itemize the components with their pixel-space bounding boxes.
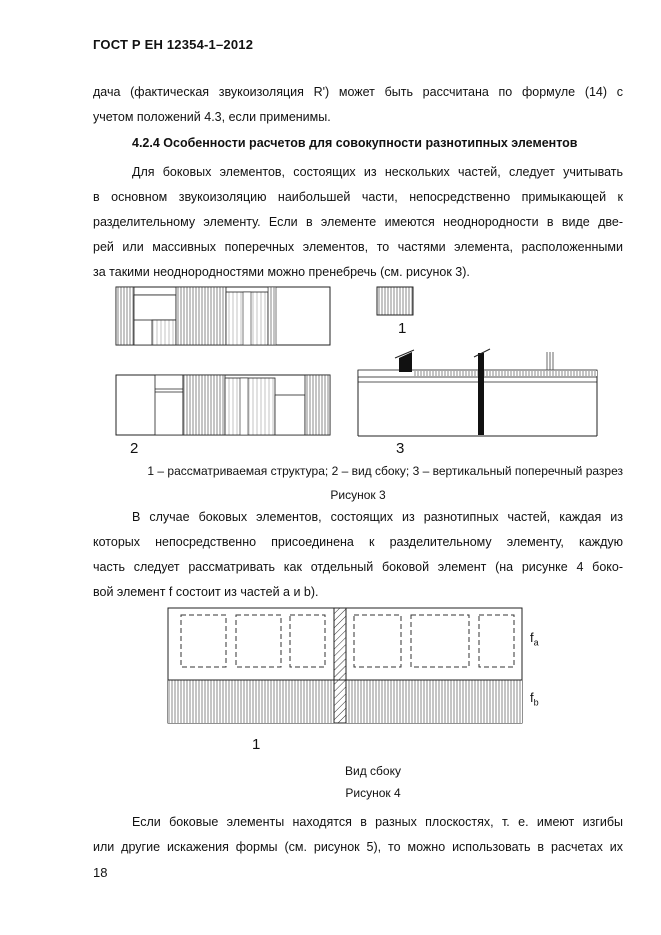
document-header: ГОСТ Р ЕН 12354-1–2012 <box>93 37 254 52</box>
fig4-label-fb-sub: b <box>533 697 539 708</box>
fig3-legend: 1 – рассматриваемая структура; 2 – вид сбоку; 3 – вертикальный поперечный разрез <box>147 464 623 478</box>
fig3-label-3: 3 <box>396 440 405 457</box>
text-line: Для боковых элементов, состоящих из нескольких частей, следует учитывать <box>132 165 623 179</box>
figure-4-drawing <box>168 608 522 723</box>
fig4-caption: Рисунок 4 <box>345 786 401 800</box>
fig3-caption: Рисунок 3 <box>330 488 386 502</box>
fig4-label-fb-main: f <box>530 690 534 705</box>
text-line: учетом положений 4.3, если применимы. <box>93 110 331 124</box>
text-line: Если боковые элементы находятся в разных плоскостях, т. е. имеют изгибы <box>132 815 623 829</box>
text-line: разделительному элементу. Если в элементе имеются неоднородности в виде две- <box>93 215 623 229</box>
paragraph-different-parts <box>93 505 623 605</box>
text-line: В случае боковых элементов, состоящих из разнотипных частей, каждая из <box>132 510 623 524</box>
text-line: рей или массивных поперечных элементов, то частями элемента, расположенными <box>93 240 623 254</box>
text-line: или другие искажения формы (см. рисунок 5), то можно использовать в расчетах их <box>93 840 623 854</box>
text-line: которых непосредственно присоединена к разделительному элементу, каждую <box>93 535 623 549</box>
text-line: за такими неоднородностями можно пренебречь (см. рисунок 3). <box>93 265 470 279</box>
fig4-label-fa-sub: a <box>533 637 539 648</box>
fig3-side-view <box>116 375 330 435</box>
fig3-cross-section <box>358 349 597 436</box>
page-number: 18 <box>93 865 108 880</box>
fig4-label-1: 1 <box>252 736 261 753</box>
fig4-label-fb <box>530 690 539 708</box>
paragraph-planes <box>93 810 623 860</box>
fig4-label-fa-main: f <box>530 630 534 645</box>
fig4-view-caption: Вид сбоку <box>345 764 401 778</box>
fig4-label-fa <box>530 630 539 648</box>
text-line: в основном звукоизоляцию наибольшей части, непосредственно примыкающей к <box>93 190 623 204</box>
fig3-considered-structure <box>377 287 413 315</box>
text-line: вой элемент f состоит из частей a и b). <box>93 585 319 599</box>
fig3-label-1: 1 <box>398 320 407 337</box>
text-line: дача (фактическая звукоизоляция R') может быть рассчитана по формуле (14) с <box>93 85 623 99</box>
section-heading: 4.2.4 Особенности расчетов для совокупности разнотипных элементов <box>132 136 578 150</box>
fig3-structure-top <box>116 287 330 345</box>
text-line: часть следует рассматривать как отдельный боковой элемент (на рисунке 4 боко- <box>93 560 623 574</box>
fig3-label-2: 2 <box>130 440 139 457</box>
